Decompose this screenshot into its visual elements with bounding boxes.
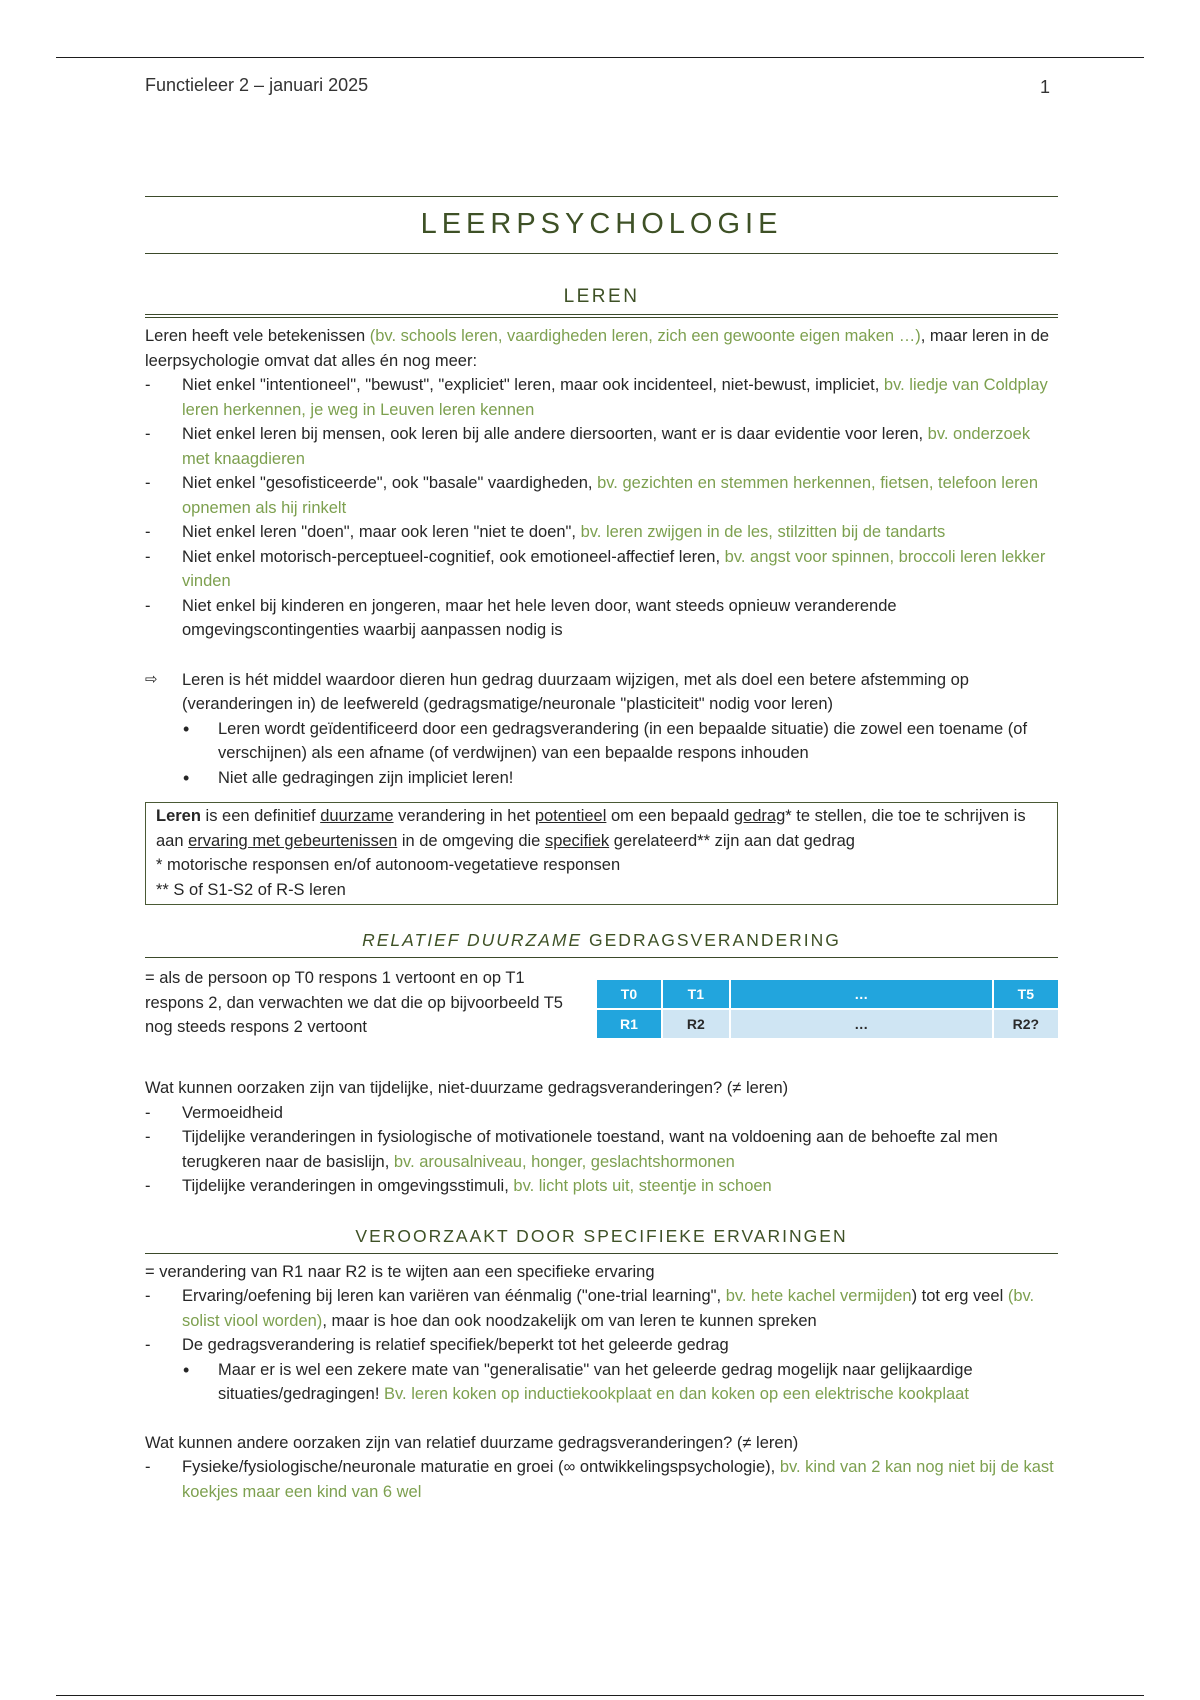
list-item xyxy=(145,520,1058,545)
header-page-number: 1 xyxy=(1040,77,1051,97)
def-underlined: ervaring met gebeurtenissen xyxy=(188,831,398,850)
bullet-item: • Niet alle gedragingen zijn impliciet leren! xyxy=(145,766,1058,791)
list-item xyxy=(145,373,1058,422)
item-text: Fysieke/fysiologische/neuronale maturatie en groei (∞ ontwikkelingspsychologie), xyxy=(182,1458,780,1476)
heading-relatief xyxy=(145,927,1058,958)
item-text: Vermoeidheid xyxy=(182,1103,283,1122)
definition-box xyxy=(145,802,1058,905)
list-item xyxy=(145,545,1058,594)
veroorzaakt-list-2 xyxy=(145,1455,1058,1504)
item-example: bv. angst voor spinnen, broccoli leren lekker vinden xyxy=(182,547,1046,590)
definition-note-2: ** S of S1-S2 of R-S leren xyxy=(156,880,346,899)
item-example: bv. leren zwijgen in de les, stilzitten bij de tandarts xyxy=(580,523,946,541)
item-example: bv. liedje van Coldplay leren herkennen, je weg in Leuven leren kennen xyxy=(182,376,1048,419)
intro-example: (bv. schools leren, vaardigheden leren, zich een gewoonte eigen maken …) xyxy=(369,327,921,345)
conclusion-block xyxy=(145,668,1058,717)
double-rule xyxy=(145,314,1058,318)
item-example: bv. hete kachel vermijden xyxy=(725,1287,912,1305)
def-part: is een definitief xyxy=(200,807,321,825)
list-item: - De gedragsverandering is relatief specifiek/beperkt tot het geleerde gedrag xyxy=(145,1333,1058,1358)
item-text: Tijdelijke veranderingen in omgevingsstimuli, xyxy=(182,1177,514,1195)
relatief-question: Wat kunnen oorzaken zijn van tijdelijke, niet-duurzame gedragsveranderingen? (≠ leren) xyxy=(145,1079,789,1097)
list-item xyxy=(145,1174,1058,1199)
bullet-item xyxy=(145,1358,1058,1407)
item-example: bv. onderzoek met knaagdieren xyxy=(182,425,1031,468)
item-text: Niet enkel leren bij mensen, ook leren bij alle andere diersoorten, want er is daar evidentie voor leren, xyxy=(182,425,928,443)
item-text: Niet enkel leren "doen", maar ook leren "niet te doen", xyxy=(182,523,581,541)
list-item xyxy=(145,1125,1058,1174)
item-text: Niet enkel "gesofisticeerde", ook "basale" vaardigheden, xyxy=(182,474,598,492)
item-text: Ervaring/oefening bij leren kan variëren van éénmalig ("one-trial learning", xyxy=(182,1287,726,1305)
table-row xyxy=(597,1009,1058,1038)
list-item xyxy=(145,1284,1058,1333)
table-cell: R2? xyxy=(993,1009,1058,1038)
item-example: (bv. solist viool worden) xyxy=(182,1287,1035,1330)
def-part: in de omgeving die xyxy=(397,831,545,850)
relatief-text: = als de persoon op T0 respons 1 vertoont en op T1 respons 2, dan verwachten we dat die op bijvoorbeeld T5 nog steeds respons 2 vertoont xyxy=(145,969,563,1036)
heading-leren: LEREN xyxy=(563,286,640,307)
table-cell: R2 xyxy=(662,1009,730,1038)
item-text: Tijdelijke veranderingen in fysiologische of motivationele toestand, want na voldoening aan de behoefte zal men terugkeren naar de basislijn, xyxy=(182,1128,998,1171)
item-text: ) tot erg veel xyxy=(911,1287,1008,1305)
leren-list xyxy=(145,373,1058,643)
item-text: , maar is hoe dan ook noodzakelijk om van leren te kunnen spreken xyxy=(322,1311,817,1330)
item-text: Niet enkel motorisch-perceptueel-cognitief, ook emotioneel-affectief leren, xyxy=(182,547,725,566)
intro-text-a: Leren heeft vele betekenissen xyxy=(145,327,370,345)
right-arrow-icon: ⇨ xyxy=(145,670,158,688)
item-example: bv. gezichten en stemmen herkennen, fietsen, telefoon leren opnemen als hij rinkelt xyxy=(182,474,1038,517)
def-underlined: duurzame xyxy=(320,807,394,825)
top-page-rule xyxy=(56,57,1144,58)
heading-rest-part: GEDRAGSVERANDERING xyxy=(582,930,841,950)
def-part: om een bepaald xyxy=(606,807,734,825)
item-example: Bv. leren koken op inductiekookplaat en dan koken op een elektrische kookplaat xyxy=(384,1385,969,1403)
table-cell: … xyxy=(730,980,993,1009)
veroorzaakt-list xyxy=(145,1284,1058,1358)
veroorzaakt-intro: = verandering van R1 naar R2 is te wijten aan een specifieke ervaring xyxy=(145,1262,655,1281)
definition-term: Leren xyxy=(156,807,201,825)
table-row xyxy=(597,980,1058,1009)
item-text: Niet enkel "intentioneel", "bewust", "expliciet" leren, maar ook incidenteel, niet-bewust, impliciet, xyxy=(182,376,884,394)
response-table xyxy=(597,980,1058,1038)
header-course: Functieleer 2 – januari 2025 xyxy=(145,75,369,95)
relatief-list xyxy=(145,1101,1058,1199)
leren-intro xyxy=(145,324,1058,373)
item-example: bv. licht plots uit, steentje in schoen xyxy=(513,1177,772,1195)
def-part: * te stellen, die toe te schrijven is aan xyxy=(156,807,1026,850)
bottom-page-rule xyxy=(56,1695,1144,1696)
item-example: bv. kind van 2 kan nog niet bij de kast koekjes maar een kind van 6 wel xyxy=(182,1458,1054,1501)
table-cell: T0 xyxy=(597,980,662,1009)
item-text: Niet enkel bij kinderen en jongeren, maar het hele leven door, want steeds opnieuw veranderende omgevingscontingenties waarbij aanpassen nodig is xyxy=(182,596,897,639)
table-cell: … xyxy=(730,1009,993,1038)
relatief-row xyxy=(145,966,1058,1052)
bullet-item: • Leren wordt geïdentificeerd door een gedragsverandering (in een bepaalde situatie) die zowel een toename (of verschijnen) als een afname (of verdwijnen) van een bepaalde respons inhouden xyxy=(145,717,1058,766)
definition-text xyxy=(156,804,1047,853)
def-part: verandering in het xyxy=(393,807,535,825)
intro-text-b: , maar leren in de leerpsychologie omvat dat alles én nog meer: xyxy=(145,327,1050,370)
def-underlined: gedrag xyxy=(733,807,786,825)
list-item xyxy=(145,594,1058,643)
def-underlined: potentieel xyxy=(534,807,607,825)
document-body xyxy=(145,196,1058,1504)
table-cell: T1 xyxy=(662,980,730,1009)
heading-italic-part: RELATIEF DUURZAME xyxy=(362,930,583,950)
def-underlined: specifiek xyxy=(544,831,610,850)
item-text: Maar er is wel een zekere mate van "generalisatie" van het geleerde gedrag mogelijk naar gelijkaardige situaties/gedragingen! xyxy=(218,1360,973,1403)
heading-veroorzaakt: VEROORZAAKT DOOR SPECIFIEKE ERVARINGEN xyxy=(145,1223,1058,1254)
conclusion-bullets xyxy=(145,717,1058,791)
list-item xyxy=(145,422,1058,471)
title-block xyxy=(145,196,1058,254)
list-item xyxy=(145,1101,1058,1126)
definition-note-1: * motorische responsen en/of autonoom-vegetatieve responsen xyxy=(156,856,621,874)
conclusion-text: Leren is hét middel waardoor dieren hun gedrag duurzaam wijzigen, met als doel een betere afstemming op (veranderingen in) de leefwereld (gedragsmatige/neuronale "plasticiteit" nodig voor leren) xyxy=(182,670,969,713)
list-item xyxy=(145,471,1058,520)
table-cell: T5 xyxy=(993,980,1058,1009)
document-title: LEERPSYCHOLOGIE xyxy=(420,208,783,240)
veroorzaakt-question: Wat kunnen andere oorzaken zijn van relatief duurzame gedragsveranderingen? (≠ leren) xyxy=(145,1433,799,1452)
veroorzaakt-bullets xyxy=(145,1358,1058,1407)
item-example: bv. arousalniveau, honger, geslachtshormonen xyxy=(393,1152,735,1171)
table-cell: R1 xyxy=(597,1009,662,1038)
list-item xyxy=(145,1455,1058,1504)
def-part: gerelateerd** zijn aan dat gedrag xyxy=(609,831,855,850)
